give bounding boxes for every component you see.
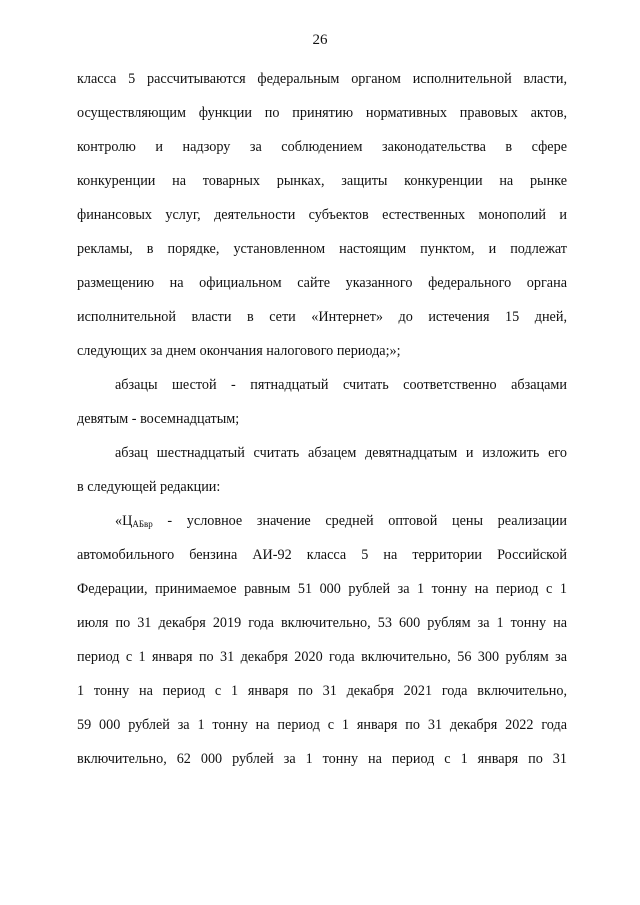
text-line: осуществляющим функции по принятию нормативных правовых актов,	[77, 105, 567, 121]
text-line: автомобильного бензина АИ-92 класса 5 на территории Российской	[77, 547, 567, 563]
text-line: 1 тонну на период с 1 января по 31 декабря 2021 года включительно,	[77, 683, 567, 699]
text-line: включительно, 62 000 рублей за 1 тонну на период с 1 января по 31	[77, 751, 567, 767]
text-line: класса 5 рассчитываются федеральным органом исполнительной власти,	[77, 71, 567, 87]
text-line: исполнительной власти в сети «Интернет» до истечения 15 дней,	[77, 309, 567, 325]
formula-line	[77, 511, 567, 545]
text-line: конкуренции на товарных рынках, защиты конкуренции на рынке	[77, 173, 567, 189]
text-line: абзацы шестой - пятнадцатый считать соответственно абзацами	[115, 377, 567, 393]
text-line: размещению на официальном сайте указанного федерального органа	[77, 275, 567, 291]
formula-definition: - условное значение средней оптовой цены реализации	[152, 513, 567, 529]
text-line: следующих за днем окончания налогового периода;»;	[77, 343, 401, 359]
text-line: финансовых услуг, деятельности субъектов естественных монополий и	[77, 207, 567, 223]
text-line: в следующей редакции:	[77, 479, 221, 495]
text-line: абзац шестнадцатый считать абзацем девятнадцатым и изложить его	[115, 445, 567, 461]
document-body	[77, 69, 567, 783]
page-number: 26	[312, 32, 328, 48]
text-line: девятым - восемнадцатым;	[77, 411, 240, 427]
text-line: период с 1 января по 31 декабря 2020 года включительно, 56 300 рублям за	[77, 649, 567, 665]
text-line: 59 000 рублей за 1 тонну на период с 1 января по 31 декабря 2022 года	[77, 717, 567, 733]
text-line: рекламы, в порядке, установленном настоящим пунктом, и подлежат	[77, 241, 567, 257]
text-line: контролю и надзору за соблюдением законодательства в сфере	[77, 139, 567, 155]
text-line: июля по 31 декабря 2019 года включительно, 53 600 рублям за 1 тонну на	[77, 615, 567, 631]
formula-subscript: АБвр	[132, 519, 153, 529]
formula-symbol: «Ц	[115, 513, 133, 529]
text-line: Федерации, принимаемое равным 51 000 рублей за 1 тонну на период с 1	[77, 581, 567, 597]
